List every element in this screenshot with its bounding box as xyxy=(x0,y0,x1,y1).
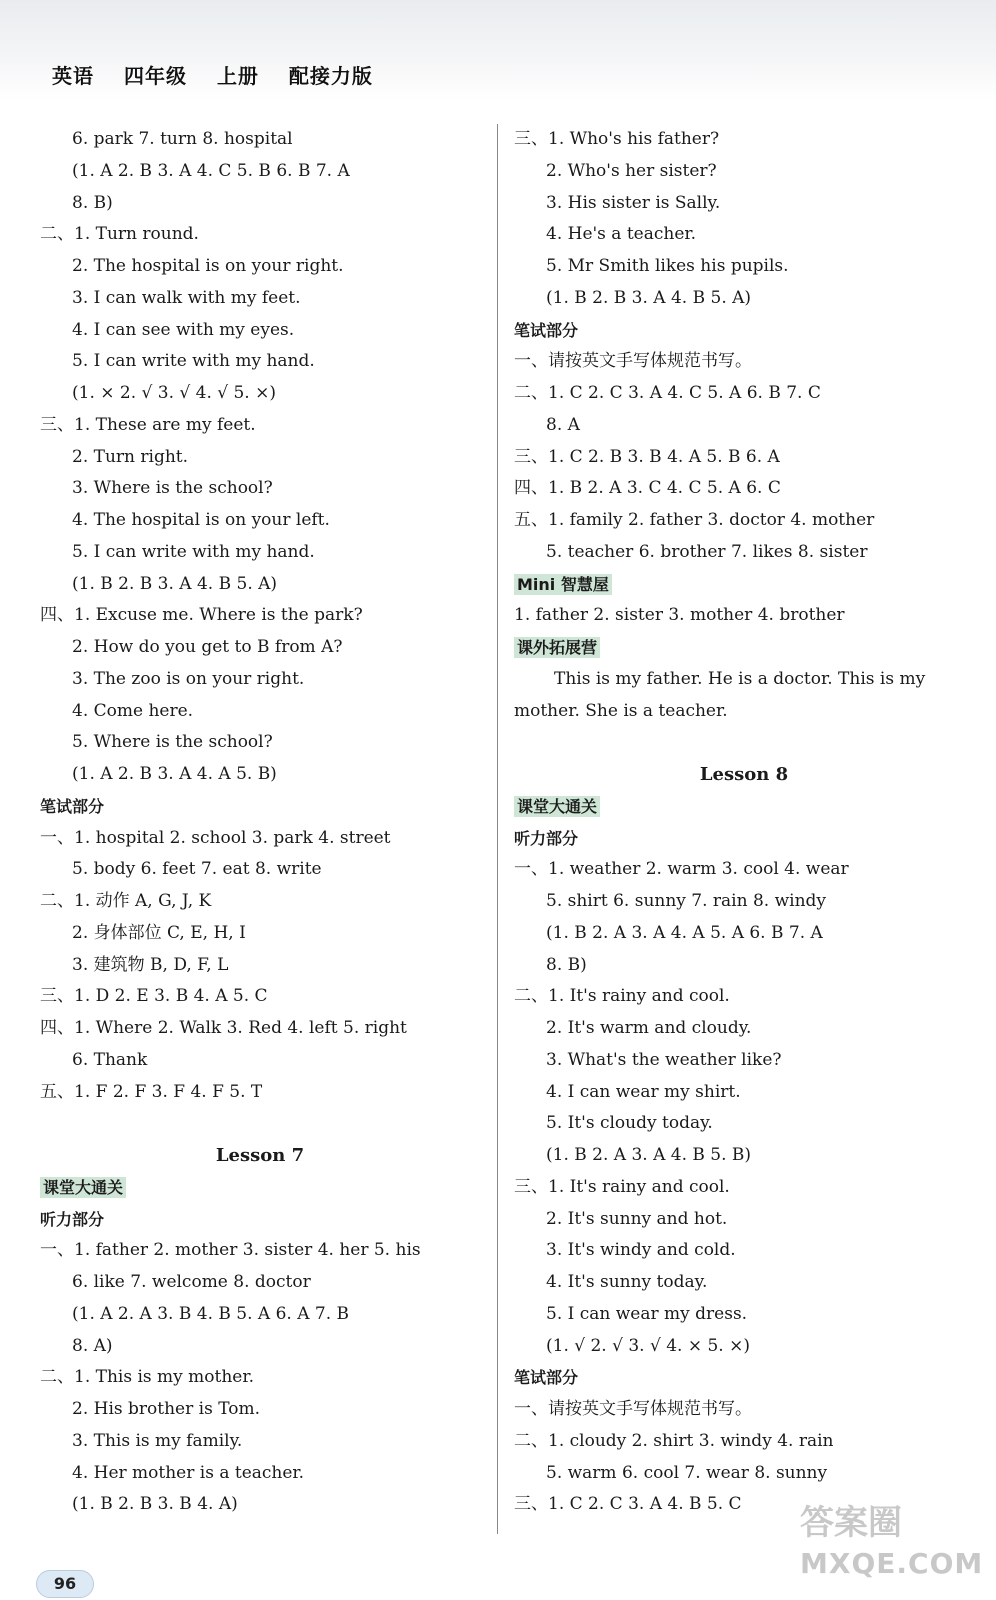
answer-line: 3. 建筑物 B, D, F, L xyxy=(72,954,229,975)
answer-line: 8. A) xyxy=(72,1335,113,1356)
answer-column-left xyxy=(40,124,480,1521)
answer-line: (1. B 2. B 3. A 4. B 5. A) xyxy=(546,287,752,308)
answer-line: 5. I can wear my dress. xyxy=(546,1303,748,1324)
section-line: 三、1. D 2. E 3. B 4. A 5. C xyxy=(40,986,268,1007)
answer-line: (1. B 2. B 3. B 4. A) xyxy=(72,1494,238,1515)
answer-line: (1. A 2. A 3. B 4. B 5. A 6. A 7. B xyxy=(72,1303,350,1324)
answer-line: 5. body 6. feet 7. eat 8. write xyxy=(72,859,322,880)
answer-line: (1. B 2. A 3. A 4. A 5. A 6. B 7. A xyxy=(546,922,823,943)
spacer xyxy=(40,1108,480,1140)
lesson-title: Lesson 7 xyxy=(215,1145,305,1166)
section-line: 一、请按英文手写体规范书写。 xyxy=(514,351,752,372)
section-line: 二、1. 动作 A, G, J, K xyxy=(40,891,212,911)
section-line: 五、1. F 2. F 3. F 4. F 5. T xyxy=(40,1081,263,1102)
answer-line: 5. shirt 6. sunny 7. rain 8. windy xyxy=(546,891,827,911)
answer-line: 3. I can walk with my feet. xyxy=(72,287,301,308)
answer-line: 4. I can see with my eyes. xyxy=(72,319,295,340)
answer-line: 5. teacher 6. brother 7. likes 8. sister xyxy=(546,541,868,562)
section-line: 二、1. cloudy 2. shirt 3. windy 4. rain xyxy=(514,1430,834,1451)
answer-line: 2. Turn right. xyxy=(72,446,189,467)
answer-line: 8. A xyxy=(546,414,580,435)
section-tag-label: 课外拓展营 xyxy=(514,637,600,658)
answer-line: 3. What's the weather like? xyxy=(546,1049,782,1070)
header-subject: 英语 xyxy=(52,64,94,88)
answer-line: 8. B) xyxy=(546,954,587,975)
section-line: 三、1. C 2. C 3. A 4. B 5. C xyxy=(514,1494,742,1515)
section-line: 一、1. weather 2. warm 3. cool 4. wear xyxy=(514,859,849,880)
lesson-title: Lesson 8 xyxy=(699,764,789,785)
section-line: 二、1. This is my mother. xyxy=(40,1367,255,1388)
watermark-bottom: MXQE.COM xyxy=(800,1547,984,1580)
answer-line: (1. √ 2. √ 3. √ 4. × 5. ×) xyxy=(546,1335,750,1356)
answer-line: 3. The zoo is on your right. xyxy=(72,668,305,689)
section-line: 1. father 2. sister 3. mother 4. brother xyxy=(514,605,845,626)
answer-line: 2. The hospital is on your right. xyxy=(72,256,344,276)
answer-line: 4. Her mother is a teacher. xyxy=(72,1462,305,1483)
answer-line: 3. It's windy and cold. xyxy=(546,1240,736,1261)
answer-line: (1. B 2. A 3. A 4. B 5. B) xyxy=(546,1145,752,1165)
answer-line: 4. He's a teacher. xyxy=(546,224,697,245)
watermark-top: 答案圈 xyxy=(800,1503,902,1543)
section-line: 三、1. These are my feet. xyxy=(40,414,256,435)
section-tag-label: Mini 智慧屋 xyxy=(514,574,612,595)
column-divider xyxy=(497,124,498,1534)
answer-line: 4. I can wear my shirt. xyxy=(546,1081,741,1102)
part-heading: 听力部分 xyxy=(514,828,579,848)
section-tag xyxy=(514,569,974,601)
answer-line: 2. How do you get to B from A? xyxy=(72,637,343,657)
answer-line: 2. It's warm and cloudy. xyxy=(546,1018,752,1038)
answer-line: (1. A 2. B 3. A 4. A 5. B) xyxy=(72,764,277,784)
part-heading: 笔试部分 xyxy=(40,796,105,816)
answer-line: 2. 身体部位 C, E, H, I xyxy=(72,922,246,943)
section-line: 三、1. Who's his father? xyxy=(514,129,720,149)
answer-column-right xyxy=(514,124,974,1521)
section-line: 四、1. B 2. A 3. C 4. C 5. A 6. C xyxy=(514,478,781,499)
answer-line: 3. This is my family. xyxy=(72,1430,243,1451)
answer-line: 5. warm 6. cool 7. wear 8. sunny xyxy=(546,1462,828,1483)
section-tag xyxy=(514,791,974,823)
answer-line: 2. His brother is Tom. xyxy=(72,1399,260,1419)
answer-line: 8. B) xyxy=(72,192,113,213)
spacer xyxy=(514,727,974,759)
section-tag-label: 课堂大通关 xyxy=(40,1177,126,1198)
answer-line: 5. Mr Smith likes his pupils. xyxy=(546,256,789,276)
answer-line: 4. It's sunny today. xyxy=(546,1272,708,1292)
section-line: 二、1. C 2. C 3. A 4. C 5. A 6. B 7. C xyxy=(514,383,821,403)
answer-line: 3. His sister is Sally. xyxy=(546,192,721,213)
section-line: 四、1. Excuse me. Where is the park? xyxy=(40,605,363,626)
header-volume: 上册 xyxy=(216,64,259,88)
section-tag xyxy=(514,632,974,664)
section-line: 三、1. It's rainy and cool. xyxy=(514,1176,730,1197)
section-line: 一、请按英文手写体规范书写。 xyxy=(514,1399,752,1419)
answer-line: 5. It's cloudy today. xyxy=(546,1113,713,1134)
answer-line: (1. A 2. B 3. A 4. C 5. B 6. B 7. A xyxy=(72,160,350,181)
watermark-logo xyxy=(800,1500,984,1590)
section-line: 二、1. It's rainy and cool. xyxy=(514,986,730,1007)
book-header xyxy=(52,60,395,89)
section-line: 五、1. family 2. father 3. doctor 4. mother xyxy=(514,510,875,530)
paragraph-line: This is my father. He is a doctor. This is my xyxy=(554,668,926,689)
answer-line: 4. Come here. xyxy=(72,700,194,721)
page-number: 96 xyxy=(36,1570,94,1598)
section-line: 一、1. hospital 2. school 3. park 4. street xyxy=(40,827,391,848)
answer-line: (1. B 2. B 3. A 4. B 5. A) xyxy=(72,573,278,594)
part-heading: 笔试部分 xyxy=(514,1368,579,1388)
header-edition: 配接力版 xyxy=(288,64,373,88)
answer-line: 5. I can write with my hand. xyxy=(72,351,315,372)
section-tag-label: 课堂大通关 xyxy=(514,796,600,817)
section-line: 二、1. Turn round. xyxy=(40,224,199,245)
section-line: 一、1. father 2. mother 3. sister 4. her 5. his xyxy=(40,1240,421,1261)
answer-line: 5. I can write with my hand. xyxy=(72,541,315,562)
header-grade: 四年级 xyxy=(123,64,187,88)
answer-line: 4. The hospital is on your left. xyxy=(72,510,330,530)
answer-line: 5. Where is the school? xyxy=(72,732,273,753)
answer-line: (1. × 2. √ 3. √ 4. √ 5. ×) xyxy=(72,383,276,403)
answer-line: 2. It's sunny and hot. xyxy=(546,1208,728,1229)
answer-line: 3. Where is the school? xyxy=(72,478,273,499)
section-line: mother. She is a teacher. xyxy=(514,700,728,721)
part-heading: 听力部分 xyxy=(40,1209,105,1229)
section-tag xyxy=(40,1172,480,1204)
answer-line: 6. park 7. turn 8. hospital xyxy=(72,129,293,149)
part-heading: 笔试部分 xyxy=(514,320,579,340)
answer-line: 6. like 7. welcome 8. doctor xyxy=(72,1272,311,1292)
section-line: 四、1. Where 2. Walk 3. Red 4. left 5. right xyxy=(40,1018,407,1038)
answer-line: 6. Thank xyxy=(72,1049,148,1070)
section-line: 三、1. C 2. B 3. B 4. A 5. B 6. A xyxy=(514,446,780,467)
answer-line: 2. Who's her sister? xyxy=(546,160,717,181)
